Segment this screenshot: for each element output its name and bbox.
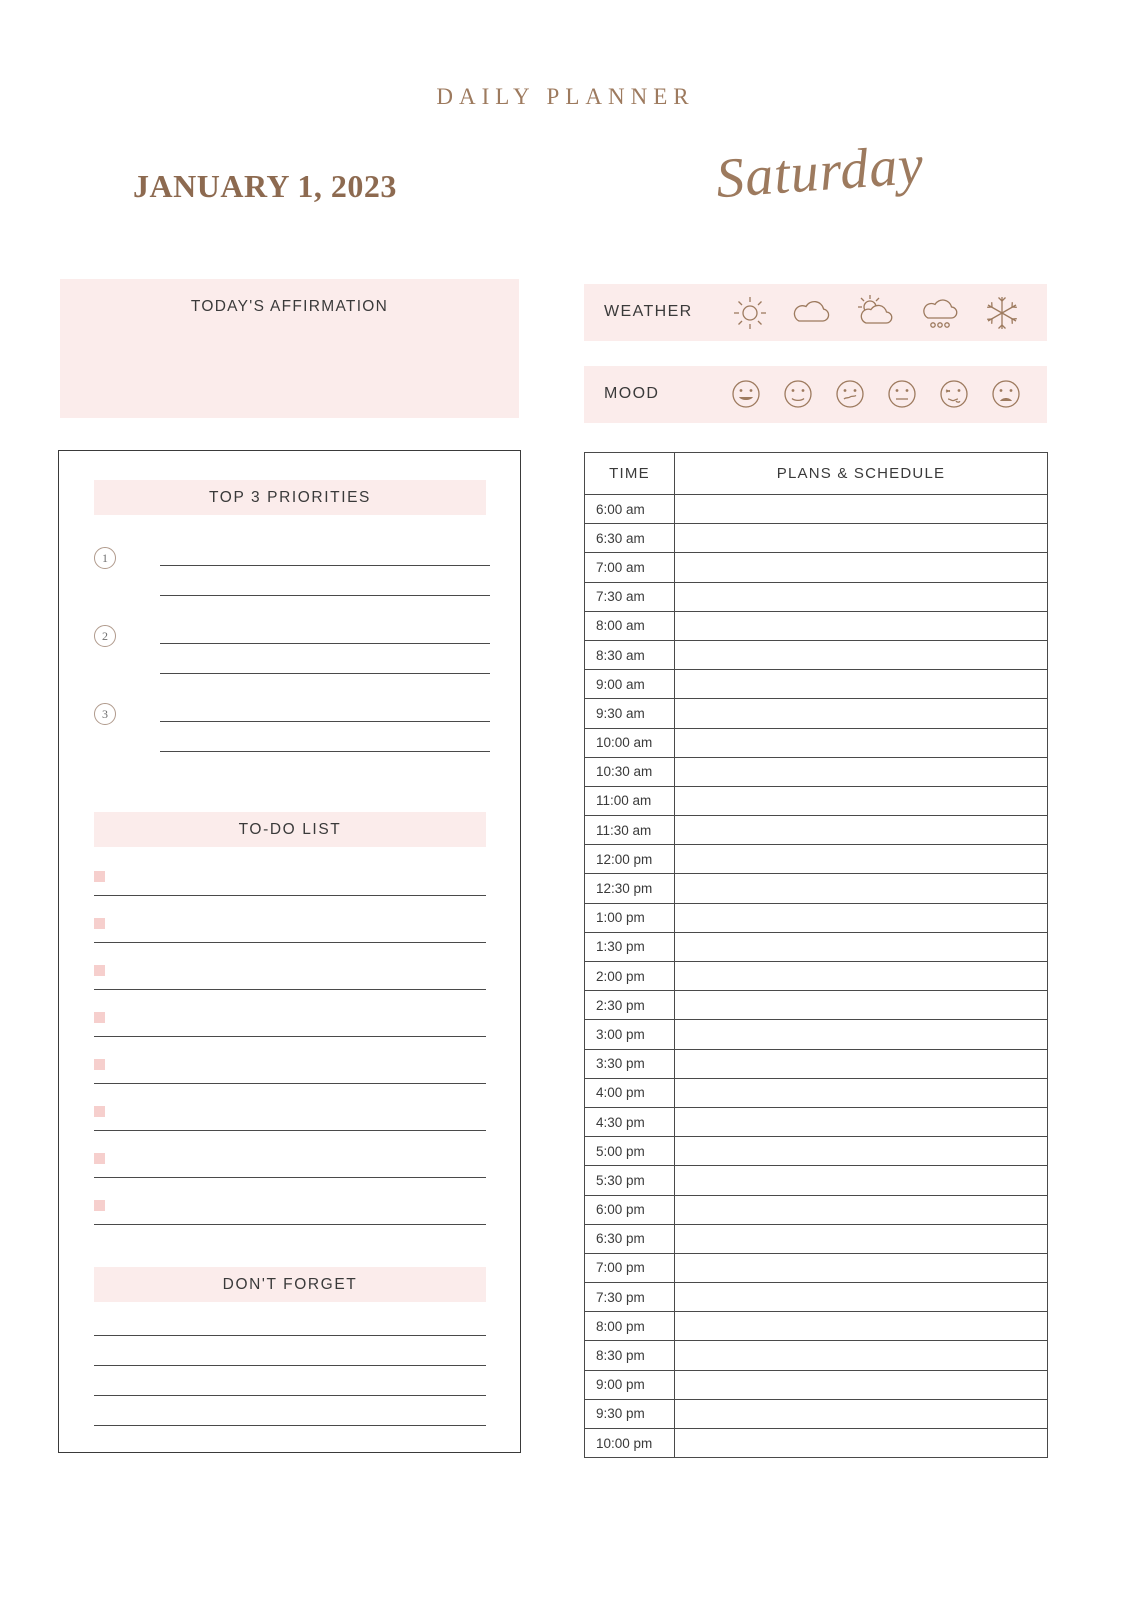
weather-strip <box>584 284 1047 341</box>
time-cell: 9:00 pm <box>585 1370 675 1399</box>
table-row[interactable] <box>585 874 1048 903</box>
dont-forget-write-line[interactable] <box>94 1395 486 1396</box>
column-header-time: TIME <box>585 453 675 495</box>
plan-cell[interactable] <box>675 495 1048 524</box>
time-cell: 5:30 pm <box>585 1166 675 1195</box>
table-row[interactable] <box>585 611 1048 640</box>
time-cell: 2:00 pm <box>585 962 675 991</box>
checkbox[interactable] <box>94 918 105 929</box>
todo-header: TO-DO LIST <box>94 812 486 847</box>
checkbox[interactable] <box>94 871 105 882</box>
table-row[interactable] <box>585 757 1048 786</box>
priority-number: 3 <box>94 703 116 725</box>
table-row[interactable] <box>585 1137 1048 1166</box>
table-row[interactable] <box>585 728 1048 757</box>
todo-write-line[interactable] <box>94 1083 486 1084</box>
priority-write-line[interactable] <box>160 595 490 596</box>
plan-cell[interactable] <box>675 1370 1048 1399</box>
time-cell: 8:30 pm <box>585 1341 675 1370</box>
time-cell: 1:00 pm <box>585 903 675 932</box>
checkbox[interactable] <box>94 965 105 976</box>
time-cell: 3:00 pm <box>585 1020 675 1049</box>
todo-write-line[interactable] <box>94 895 486 896</box>
list-item[interactable] <box>94 1200 486 1246</box>
todo-write-line[interactable] <box>94 942 486 943</box>
time-cell: 4:00 pm <box>585 1078 675 1107</box>
table-row[interactable] <box>585 786 1048 815</box>
priority-number: 2 <box>94 625 116 647</box>
plan-cell[interactable] <box>675 1312 1048 1341</box>
time-cell: 10:00 pm <box>585 1429 675 1458</box>
column-header-plans: PLANS & SCHEDULE <box>675 453 1048 495</box>
plan-cell[interactable] <box>675 845 1048 874</box>
mood-strip <box>584 366 1047 423</box>
plan-cell[interactable] <box>675 1137 1048 1166</box>
list-item[interactable] <box>94 1059 486 1105</box>
todo-write-line[interactable] <box>94 1177 486 1178</box>
table-row[interactable] <box>585 1107 1048 1136</box>
time-cell: 7:30 pm <box>585 1283 675 1312</box>
affirmation-label: TODAY'S AFFIRMATION <box>190 298 389 315</box>
list-item[interactable] <box>94 918 486 964</box>
time-cell: 8:00 am <box>585 611 675 640</box>
priorities-header: TOP 3 PRIORITIES <box>94 480 486 515</box>
weather-icon-row <box>729 292 1023 334</box>
time-cell: 2:30 pm <box>585 991 675 1020</box>
table-row[interactable] <box>585 1166 1048 1195</box>
plan-cell[interactable] <box>675 1253 1048 1282</box>
time-cell: 7:30 am <box>585 582 675 611</box>
priority-write-line[interactable] <box>160 751 490 752</box>
dont-forget-write-line[interactable] <box>94 1425 486 1426</box>
priority-write-line[interactable] <box>160 673 490 674</box>
table-row[interactable] <box>585 1312 1048 1341</box>
neutral-face-icon[interactable] <box>781 377 815 411</box>
priority-row[interactable] <box>94 697 490 755</box>
table-row[interactable] <box>585 1370 1048 1399</box>
priority-row[interactable] <box>94 541 490 599</box>
rain-cloud-icon[interactable] <box>917 292 963 334</box>
plan-cell[interactable] <box>675 1195 1048 1224</box>
time-cell: 3:30 pm <box>585 1049 675 1078</box>
plan-cell[interactable] <box>675 670 1048 699</box>
table-row[interactable] <box>585 1020 1048 1049</box>
plan-cell[interactable] <box>675 1049 1048 1078</box>
happy-face-icon[interactable] <box>729 377 763 411</box>
plan-cell[interactable] <box>675 991 1048 1020</box>
checkbox[interactable] <box>94 1059 105 1070</box>
plan-cell[interactable] <box>675 786 1048 815</box>
priority-write-line[interactable] <box>160 643 490 644</box>
confused-face-icon[interactable] <box>833 377 867 411</box>
table-row[interactable] <box>585 1078 1048 1107</box>
dont-forget-write-line[interactable] <box>94 1335 486 1336</box>
time-cell: 11:00 am <box>585 786 675 815</box>
time-cell: 12:30 pm <box>585 874 675 903</box>
priority-write-line[interactable] <box>160 721 490 722</box>
affirmation-box[interactable] <box>60 279 519 418</box>
table-row[interactable] <box>585 699 1048 728</box>
plan-cell[interactable] <box>675 757 1048 786</box>
list-item[interactable] <box>94 1106 486 1152</box>
table-row[interactable] <box>585 670 1048 699</box>
plan-cell[interactable] <box>675 524 1048 553</box>
checkbox[interactable] <box>94 1153 105 1164</box>
time-cell: 8:30 am <box>585 640 675 669</box>
checkbox[interactable] <box>94 1106 105 1117</box>
plan-cell[interactable] <box>675 816 1048 845</box>
mood-icon-row <box>729 377 1023 411</box>
time-cell: 7:00 pm <box>585 1253 675 1282</box>
plan-cell[interactable] <box>675 582 1048 611</box>
checkbox[interactable] <box>94 1012 105 1023</box>
time-cell: 6:30 pm <box>585 1224 675 1253</box>
table-row[interactable] <box>585 845 1048 874</box>
sun-icon[interactable] <box>729 292 771 334</box>
table-row[interactable] <box>585 991 1048 1020</box>
table-row[interactable] <box>585 1195 1048 1224</box>
table-row[interactable] <box>585 582 1048 611</box>
plan-cell[interactable] <box>675 728 1048 757</box>
time-cell: 12:00 pm <box>585 845 675 874</box>
checkbox[interactable] <box>94 1200 105 1211</box>
todo-write-line[interactable] <box>94 989 486 990</box>
time-cell: 9:30 pm <box>585 1399 675 1428</box>
list-item[interactable] <box>94 965 486 1011</box>
table-row[interactable] <box>585 932 1048 961</box>
plan-cell[interactable] <box>675 1020 1048 1049</box>
cloud-icon[interactable] <box>789 292 835 334</box>
table-row[interactable] <box>585 1429 1048 1458</box>
date-heading: JANUARY 1, 2023 <box>133 168 397 204</box>
time-cell: 6:30 am <box>585 524 675 553</box>
plan-cell[interactable] <box>675 640 1048 669</box>
plan-cell[interactable] <box>675 699 1048 728</box>
todo-write-line[interactable] <box>94 1130 486 1131</box>
time-cell: 5:00 pm <box>585 1137 675 1166</box>
time-cell: 8:00 pm <box>585 1312 675 1341</box>
list-item[interactable] <box>94 871 486 917</box>
time-cell: 9:30 am <box>585 699 675 728</box>
table-row[interactable] <box>585 553 1048 582</box>
weather-label: WEATHER <box>604 303 693 320</box>
plan-cell[interactable] <box>675 611 1048 640</box>
list-item[interactable] <box>94 1153 486 1199</box>
plan-cell[interactable] <box>675 1341 1048 1370</box>
page-title: DAILY PLANNER <box>436 84 695 109</box>
plan-cell[interactable] <box>675 1283 1048 1312</box>
plan-cell[interactable] <box>675 1429 1048 1458</box>
table-row[interactable] <box>585 1253 1048 1282</box>
table-row[interactable] <box>585 962 1048 991</box>
time-cell: 7:00 am <box>585 553 675 582</box>
list-item[interactable] <box>94 1012 486 1058</box>
plan-cell[interactable] <box>675 962 1048 991</box>
time-cell: 6:00 am <box>585 495 675 524</box>
dont-forget-header: DON'T FORGET <box>94 1267 486 1302</box>
plan-cell[interactable] <box>675 1166 1048 1195</box>
time-cell: 11:30 am <box>585 816 675 845</box>
mood-label: MOOD <box>604 385 660 402</box>
sick-face-icon[interactable] <box>937 377 971 411</box>
flat-face-icon[interactable] <box>885 377 919 411</box>
plan-cell[interactable] <box>675 1107 1048 1136</box>
weekday-script: Saturday <box>714 133 926 211</box>
plan-cell[interactable] <box>675 874 1048 903</box>
table-row[interactable] <box>585 903 1048 932</box>
schedule-table <box>584 452 1048 1458</box>
priority-write-line[interactable] <box>160 565 490 566</box>
table-row[interactable] <box>585 1283 1048 1312</box>
table-row[interactable] <box>585 640 1048 669</box>
plan-cell[interactable] <box>675 1224 1048 1253</box>
table-row[interactable] <box>585 495 1048 524</box>
time-cell: 10:30 am <box>585 757 675 786</box>
todo-write-line[interactable] <box>94 1224 486 1225</box>
partly-cloudy-icon[interactable] <box>853 292 899 334</box>
plan-cell[interactable] <box>675 903 1048 932</box>
sad-face-icon[interactable] <box>989 377 1023 411</box>
dont-forget-write-line[interactable] <box>94 1365 486 1366</box>
snowflake-icon[interactable] <box>981 292 1023 334</box>
time-cell: 4:30 pm <box>585 1107 675 1136</box>
priority-row[interactable] <box>94 619 490 677</box>
table-row[interactable] <box>585 524 1048 553</box>
table-header-row <box>585 453 1048 495</box>
priority-number: 1 <box>94 547 116 569</box>
table-row[interactable] <box>585 1049 1048 1078</box>
time-cell: 10:00 am <box>585 728 675 757</box>
table-row[interactable] <box>585 1224 1048 1253</box>
time-cell: 9:00 am <box>585 670 675 699</box>
table-row[interactable] <box>585 816 1048 845</box>
todo-write-line[interactable] <box>94 1036 486 1037</box>
plan-cell[interactable] <box>675 932 1048 961</box>
left-column-card <box>58 450 521 1453</box>
plan-cell[interactable] <box>675 1078 1048 1107</box>
table-row[interactable] <box>585 1399 1048 1428</box>
time-cell: 6:00 pm <box>585 1195 675 1224</box>
time-cell: 1:30 pm <box>585 932 675 961</box>
plan-cell[interactable] <box>675 1399 1048 1428</box>
plan-cell[interactable] <box>675 553 1048 582</box>
table-row[interactable] <box>585 1341 1048 1370</box>
